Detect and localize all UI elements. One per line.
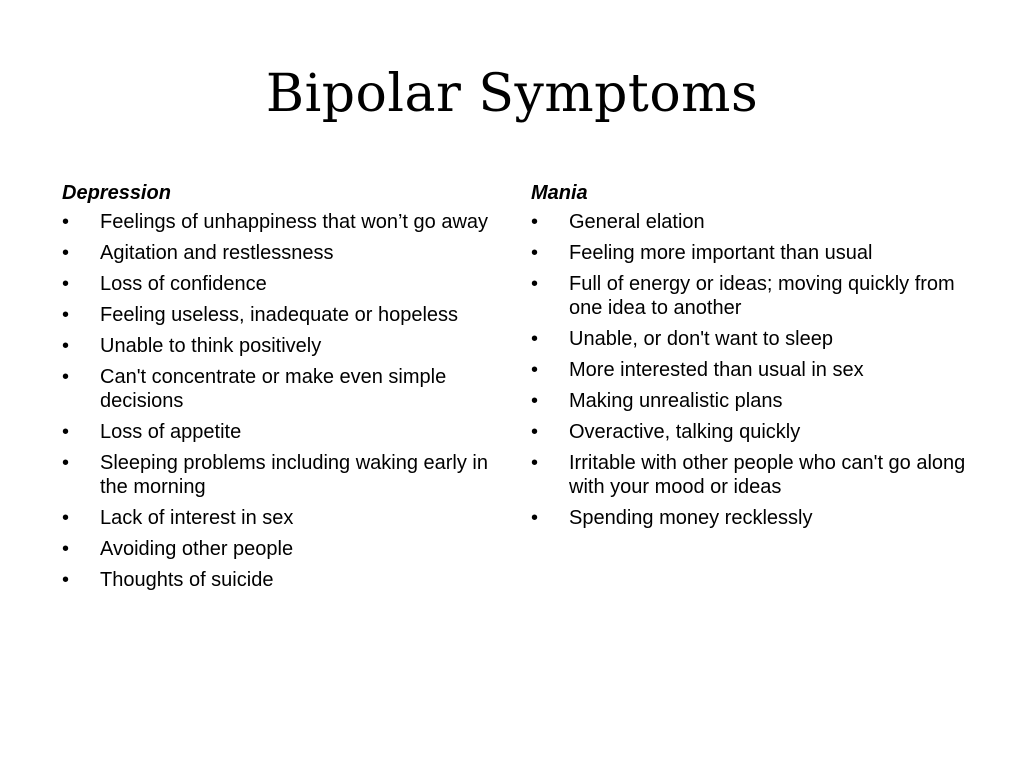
bullet-icon: • [62, 273, 70, 295]
list-item [62, 334, 492, 358]
bullet-icon: • [62, 452, 70, 474]
bullet-icon: • [62, 304, 70, 326]
mania-heading: Mania [531, 182, 588, 204]
list-item-text: Unable, or don't want to sleep [569, 328, 833, 350]
list-item [62, 210, 492, 234]
mania-column [531, 180, 971, 537]
depression-column [62, 180, 492, 599]
list-item-text: Agitation and restlessness [100, 242, 334, 264]
list-item [531, 506, 971, 530]
list-item [531, 241, 971, 265]
list-item [531, 389, 971, 413]
bullet-icon: • [531, 273, 539, 295]
list-item [62, 568, 492, 592]
bullet-icon: • [531, 359, 539, 381]
list-item-text: Spending money recklessly [569, 507, 813, 529]
depression-heading: Depression [62, 182, 171, 204]
slide-title: Bipolar Symptoms [265, 64, 759, 124]
list-item-text: Loss of confidence [100, 273, 267, 295]
list-item [531, 327, 971, 351]
bullet-icon: • [531, 328, 539, 350]
bullet-icon: • [62, 366, 70, 388]
list-item [62, 537, 492, 561]
list-item [62, 506, 492, 530]
list-item [62, 451, 492, 499]
list-item-text: More interested than usual in sex [569, 359, 864, 381]
bullet-icon: • [531, 421, 539, 443]
bullet-icon: • [531, 452, 539, 474]
list-item-text: Avoiding other people [100, 538, 294, 560]
list-item-text: Feelings of unhappiness that won’t go away [100, 211, 489, 233]
list-item-text: Can't concentrate or make even simple decisions [100, 366, 447, 412]
list-item [531, 210, 971, 234]
depression-list [62, 210, 492, 592]
list-item [531, 420, 971, 444]
bullet-icon: • [62, 538, 70, 560]
bullet-icon: • [62, 507, 70, 529]
bullet-icon: • [62, 211, 70, 233]
bullet-icon: • [62, 421, 70, 443]
list-item [531, 451, 971, 499]
list-item [531, 272, 971, 320]
list-item-text: Feeling useless, inadequate or hopeless [100, 304, 459, 326]
list-item [62, 303, 492, 327]
list-item [62, 241, 492, 265]
list-item-text: Lack of interest in sex [100, 507, 294, 529]
list-item-text: Overactive, talking quickly [569, 421, 801, 443]
list-item-text: Loss of appetite [100, 421, 242, 443]
list-item-text: Thoughts of suicide [100, 569, 274, 591]
bullet-icon: • [531, 242, 539, 264]
list-item [531, 358, 971, 382]
list-item-text: Full of energy or ideas; moving quickly from one idea to another [569, 273, 955, 319]
mania-list [531, 210, 971, 530]
list-item-text: Making unrealistic plans [569, 390, 783, 412]
list-item-text: Irritable with other people who can't go along with your mood or ideas [569, 452, 966, 498]
bullet-icon: • [62, 569, 70, 591]
list-item-text: Feeling more important than usual [569, 242, 873, 264]
bullet-icon: • [62, 335, 70, 357]
list-item [62, 365, 492, 413]
list-item-text: General elation [569, 211, 705, 233]
list-item-text: Unable to think positively [100, 335, 322, 357]
list-item [62, 272, 492, 296]
list-item-text: Sleeping problems including waking early in the morning [100, 452, 488, 498]
bullet-icon: • [531, 390, 539, 412]
bullet-icon: • [62, 242, 70, 264]
bullet-icon: • [531, 507, 539, 529]
bullet-icon: • [531, 211, 539, 233]
list-item [62, 420, 492, 444]
